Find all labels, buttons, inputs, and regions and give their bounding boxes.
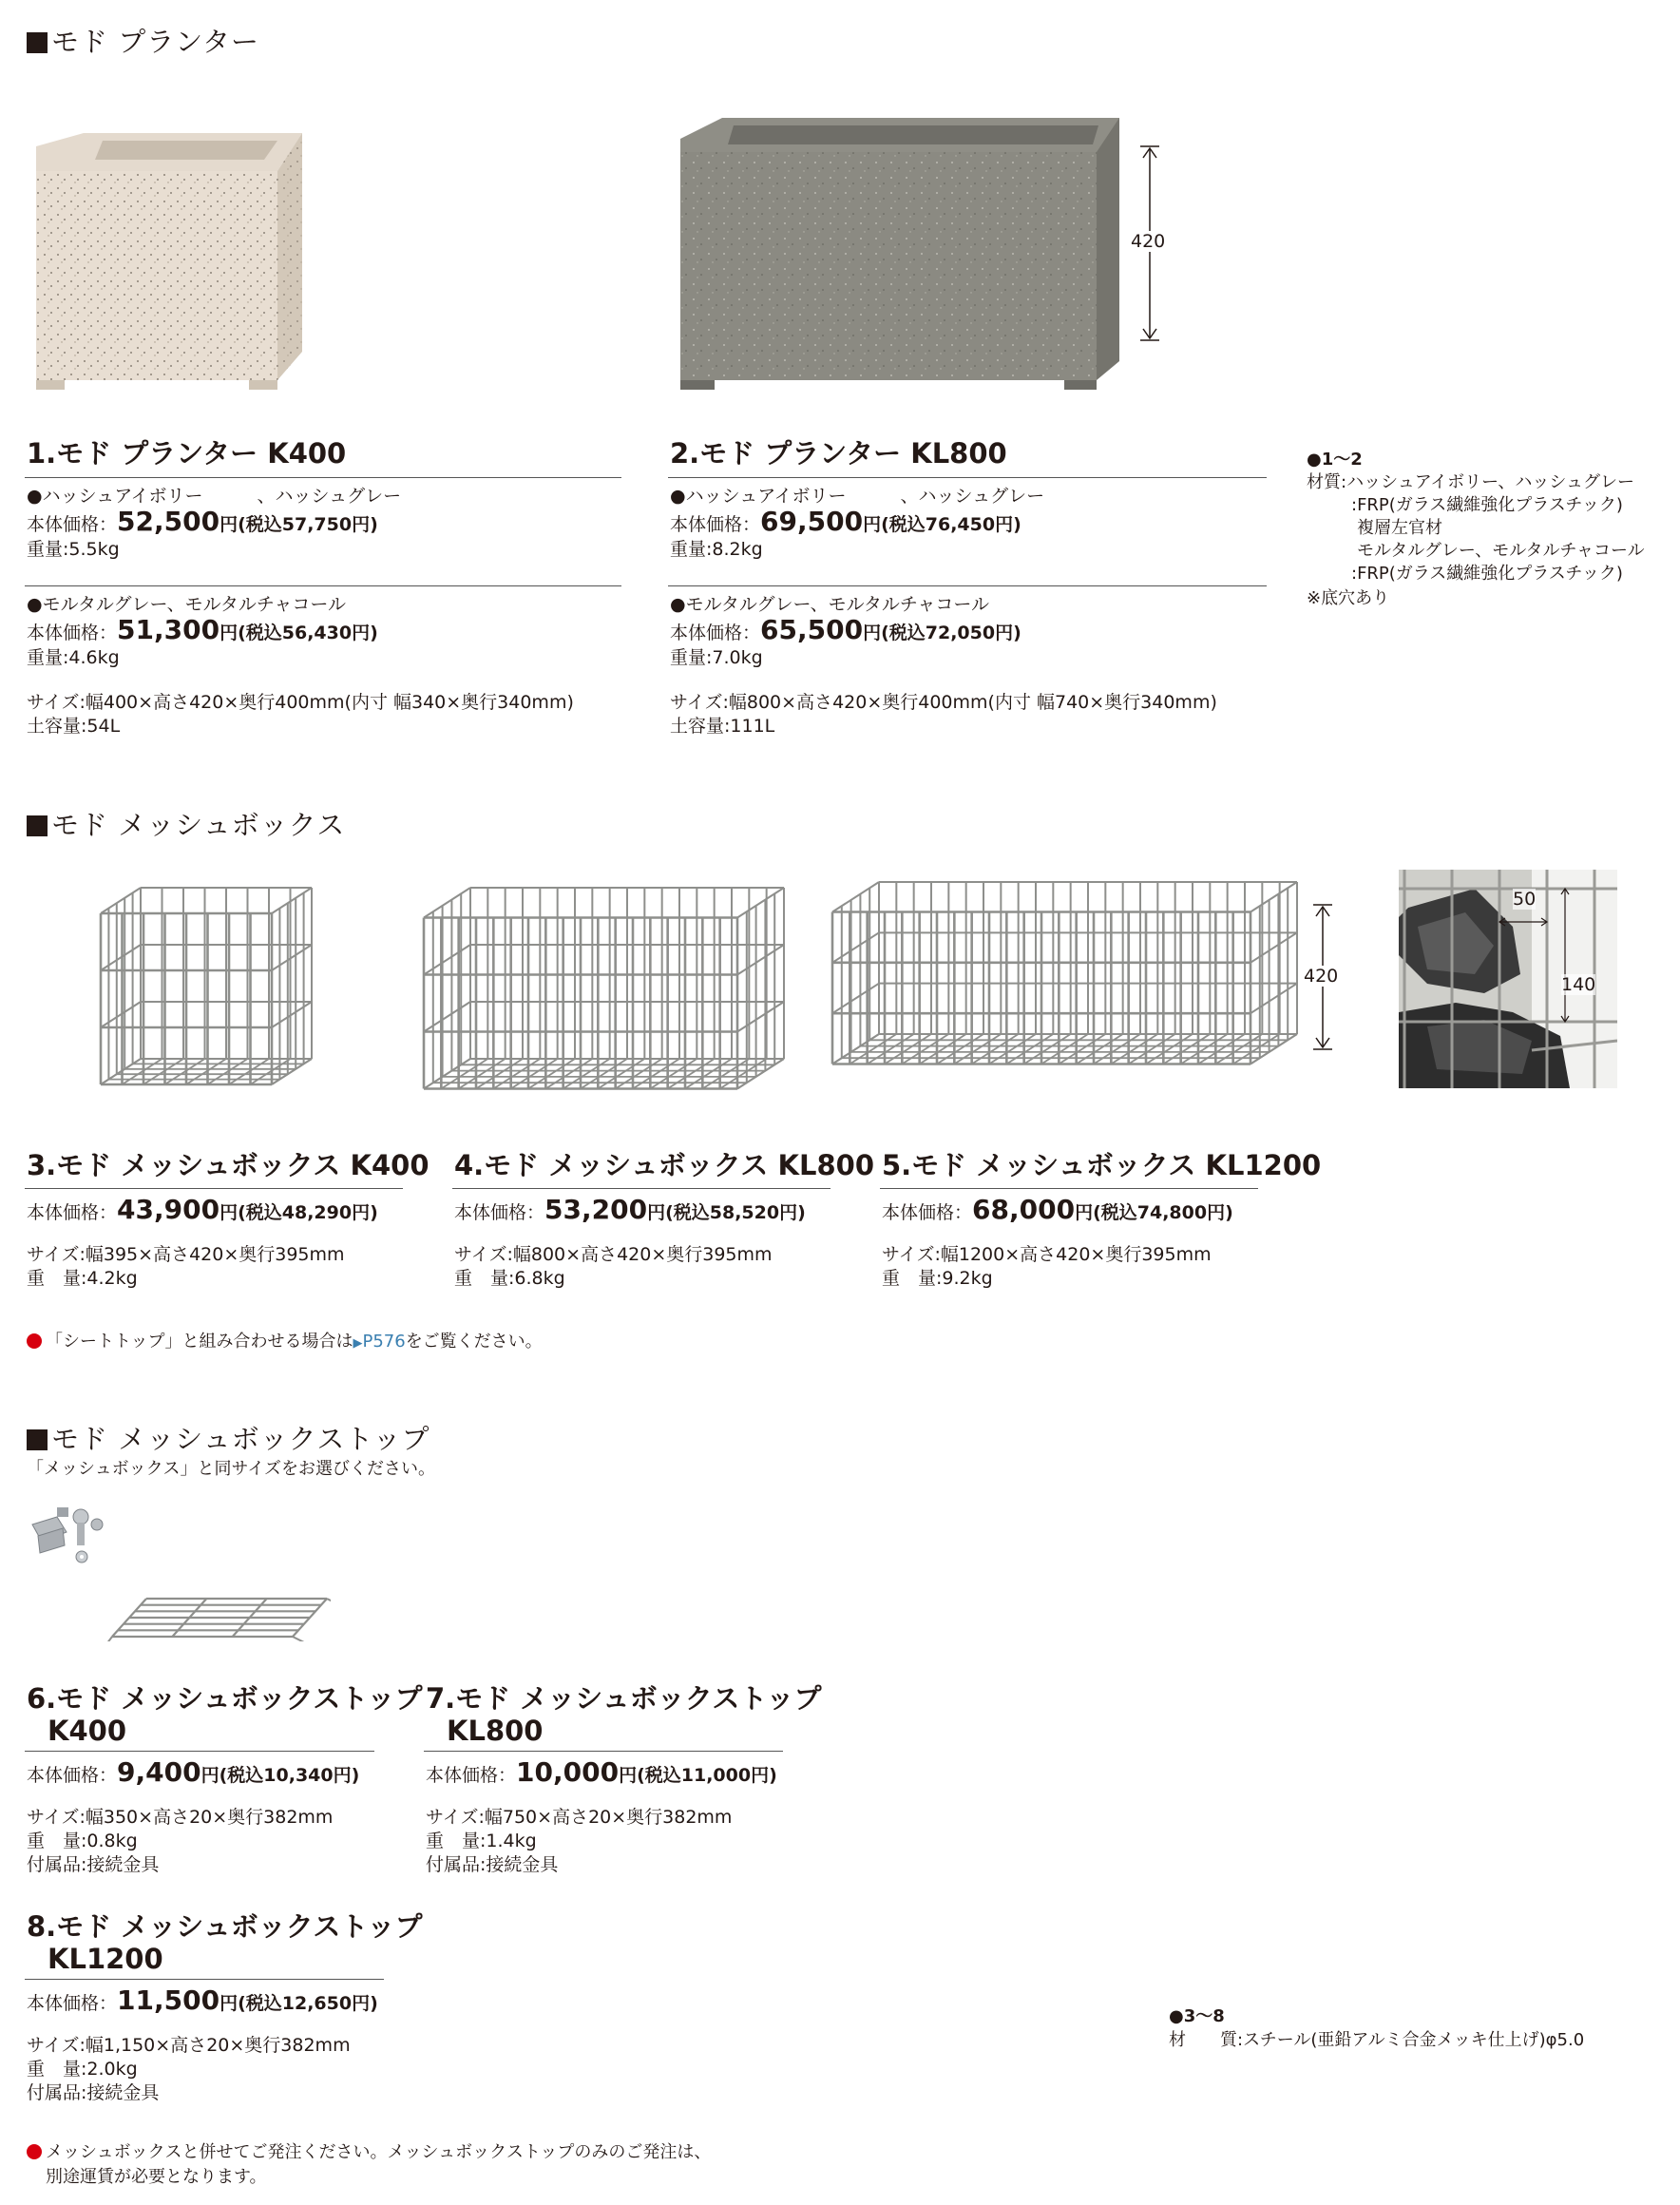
note-text: メッシュボックスと併せてご発注ください。メッシュボックストップのみのご発注は、 xyxy=(46,2142,712,2162)
price xyxy=(882,1194,1233,1225)
weight: 重 量:0.8kg xyxy=(27,1831,138,1851)
meshbox-k400-image xyxy=(95,882,334,1110)
weight: 重 量:2.0kg xyxy=(27,2059,138,2080)
price-tax: (税込76,450円) xyxy=(881,514,1021,535)
planter-kl800-dimension: 420 xyxy=(1131,231,1166,252)
title-line: 7.モド メッシュボックストップ xyxy=(426,1682,822,1715)
price-value: 52,500 xyxy=(117,506,220,537)
red-dot-icon xyxy=(27,2144,42,2159)
accessory: 付属品:接続金具 xyxy=(426,1854,559,1875)
divider xyxy=(25,1751,374,1752)
price-tax: (税込57,750円) xyxy=(238,514,378,535)
red-dot-icon xyxy=(27,1333,42,1349)
material-line: モルタルグレー、モルタルチャコール xyxy=(1357,541,1645,561)
section-title-text: モド メッシュボックストップ xyxy=(51,1423,430,1455)
material-line: 材質:ハッシュアイボリー、ハッシュグレー xyxy=(1307,472,1635,492)
meshbox-kl1200-image xyxy=(827,876,1302,1114)
accessory: 付属品:接続金具 xyxy=(27,2082,160,2103)
price xyxy=(27,1194,378,1225)
size: サイズ:幅800×高さ420×奥行400mm(内寸 幅740×奥行340mm) xyxy=(670,692,1217,713)
product-title-planter-k400: 1.モド プランター K400 xyxy=(27,437,347,470)
note-text: をご覧ください。 xyxy=(405,1332,543,1352)
price-unit: 円 xyxy=(619,1765,638,1786)
price-unit: 円 xyxy=(220,623,239,643)
divider xyxy=(668,585,1267,586)
color-variant: ●ハッシュアイボリー 、ハッシュグレー xyxy=(27,486,402,507)
product-title-meshbox-k400: 3.モド メッシュボックス K400 xyxy=(27,1149,430,1181)
price-label: 本体価格： xyxy=(426,1765,517,1786)
price-unit: 円 xyxy=(220,514,239,535)
meshbox-note xyxy=(27,1331,543,1355)
color-variant: ●モルタルグレー、モルタルチャコール xyxy=(27,594,346,615)
weight: 重 量:1.4kg xyxy=(426,1831,537,1851)
price-unit: 円 xyxy=(863,623,882,643)
price-label: 本体価格： xyxy=(27,1993,118,2014)
size: サイズ:幅395×高さ420×奥行395mm xyxy=(27,1244,345,1265)
title-line: KL800 xyxy=(447,1715,544,1747)
soil-capacity: 土容量:54L xyxy=(27,716,121,737)
size: サイズ:幅750×高さ20×奥行382mm xyxy=(426,1807,733,1828)
meshbox-kl1200-dimension: 420 xyxy=(1304,966,1339,987)
size: サイズ:幅1,150×高さ20×奥行382mm xyxy=(27,2035,351,2056)
title-line: 8.モド メッシュボックストップ xyxy=(27,1910,423,1943)
divider xyxy=(668,477,1267,478)
connector-hardware-image xyxy=(29,1504,114,1570)
product-title-meshtop-kl800 xyxy=(426,1682,822,1747)
price-value: 9,400 xyxy=(117,1756,201,1788)
price-unit: 円 xyxy=(863,514,882,535)
section-title-text: モド プランター xyxy=(51,26,260,58)
divider xyxy=(25,585,621,586)
price-label: 本体価格： xyxy=(882,1202,973,1223)
weight: 重量:5.5kg xyxy=(27,539,120,560)
mesh-material-heading: ●3〜8 xyxy=(1169,2006,1225,2026)
price-tax: (税込10,340円) xyxy=(219,1765,360,1786)
meshtop-subtitle: 「メッシュボックス」と同サイズをお選びください。 xyxy=(27,1459,436,1479)
mesh-detail-height: 140 xyxy=(1561,974,1596,995)
price-label: 本体価格： xyxy=(670,514,761,535)
title-line: KL1200 xyxy=(48,1943,163,1975)
price xyxy=(670,614,1021,645)
mesh-material-line: 材 質:スチール(亜鉛アルミ合金メッキ仕上げ)φ5.0 xyxy=(1169,2030,1585,2050)
size: サイズ:幅400×高さ420×奥行400mm(内寸 幅340×奥行340mm) xyxy=(27,692,574,713)
square-bullet-icon xyxy=(27,815,48,836)
price-label: 本体価格： xyxy=(27,514,118,535)
footer-note-line2: 別途運賃が必要となります。 xyxy=(46,2167,267,2187)
weight: 重 量:6.8kg xyxy=(454,1268,565,1289)
price-tax: (税込12,650円) xyxy=(238,1993,378,2014)
price xyxy=(27,506,378,537)
soil-capacity: 土容量:111L xyxy=(670,716,775,737)
product-title-meshtop-k400 xyxy=(27,1682,423,1747)
price xyxy=(27,614,378,645)
size: サイズ:幅800×高さ420×奥行395mm xyxy=(454,1244,773,1265)
price-tax: (税込56,430円) xyxy=(238,623,378,643)
material-line: 複層左官材 xyxy=(1357,518,1442,538)
price-label: 本体価格： xyxy=(27,623,118,643)
divider xyxy=(452,1188,830,1189)
section-title-planter xyxy=(27,21,259,60)
planter-kl800-image xyxy=(675,112,1121,393)
price-tax: (税込11,000円) xyxy=(637,1765,777,1786)
price-tax: (税込72,050円) xyxy=(881,623,1021,643)
weight: 重量:4.6kg xyxy=(27,647,120,668)
product-title-meshtop-kl1200 xyxy=(27,1910,423,1975)
price-value: 69,500 xyxy=(760,506,864,537)
arrow-right-icon: ▶ xyxy=(353,1336,363,1351)
price-value: 11,500 xyxy=(117,1984,220,2016)
section-title-meshtop xyxy=(27,1418,430,1457)
price-unit: 円 xyxy=(647,1202,666,1223)
section-title-text: モド メッシュボックス xyxy=(51,809,346,841)
accessory: 付属品:接続金具 xyxy=(27,1854,160,1875)
footer-note xyxy=(27,2141,711,2164)
price-value: 68,000 xyxy=(972,1194,1076,1225)
price xyxy=(27,1756,359,1788)
planter-k400-image xyxy=(29,131,304,393)
weight: 重 量:4.2kg xyxy=(27,1268,138,1289)
divider xyxy=(880,1188,1258,1189)
color-variant: ●モルタルグレー、モルタルチャコール xyxy=(670,594,989,615)
divider xyxy=(25,1979,384,1980)
divider xyxy=(25,477,621,478)
title-line: K400 xyxy=(48,1715,127,1747)
weight: 重 量:9.2kg xyxy=(882,1268,993,1289)
divider xyxy=(25,1188,403,1189)
weight: 重量:8.2kg xyxy=(670,539,763,560)
price-tax: (税込58,520円) xyxy=(665,1202,806,1223)
page-link[interactable]: P576 xyxy=(362,1332,406,1352)
meshtop-image xyxy=(103,1570,331,1641)
product-title-meshbox-kl1200: 5.モド メッシュボックス KL1200 xyxy=(882,1149,1322,1181)
price-unit: 円 xyxy=(220,1202,239,1223)
color-variant: ●ハッシュアイボリー 、ハッシュグレー xyxy=(670,486,1045,507)
price-value: 65,500 xyxy=(760,614,864,645)
price-tax: (税込74,800円) xyxy=(1093,1202,1233,1223)
material-line: :FRP(ガラス繊維強化プラスチック) xyxy=(1351,495,1623,515)
price-unit: 円 xyxy=(1075,1202,1094,1223)
price-label: 本体価格： xyxy=(27,1202,118,1223)
price xyxy=(27,1984,378,2016)
price-value: 51,300 xyxy=(117,614,220,645)
price-value: 10,000 xyxy=(516,1756,620,1788)
price-value: 53,200 xyxy=(544,1194,648,1225)
divider xyxy=(424,1751,783,1752)
size: サイズ:幅1200×高さ420×奥行395mm xyxy=(882,1244,1212,1265)
price-value: 43,900 xyxy=(117,1194,220,1225)
price-label: 本体価格： xyxy=(27,1765,118,1786)
weight: 重量:7.0kg xyxy=(670,647,763,668)
price-tax: (税込48,290円) xyxy=(238,1202,378,1223)
size: サイズ:幅350×高さ20×奥行382mm xyxy=(27,1807,334,1828)
material-heading: ●1〜2 xyxy=(1307,450,1363,470)
price xyxy=(426,1756,777,1788)
product-title-planter-kl800: 2.モド プランター KL800 xyxy=(670,437,1007,470)
price xyxy=(454,1194,806,1225)
title-line: 6.モド メッシュボックストップ xyxy=(27,1682,423,1715)
meshbox-kl800-image xyxy=(418,882,789,1125)
note-text: 「シートトップ」と組み合わせる場合は xyxy=(46,1332,353,1352)
price xyxy=(670,506,1021,537)
material-line: :FRP(ガラス繊維強化プラスチック) xyxy=(1351,564,1623,584)
price-unit: 円 xyxy=(220,1993,239,2014)
price-label: 本体価格： xyxy=(670,623,761,643)
square-bullet-icon xyxy=(27,1429,48,1450)
price-unit: 円 xyxy=(200,1765,220,1786)
product-title-meshbox-kl800: 4.モド メッシュボックス KL800 xyxy=(454,1149,875,1181)
mesh-detail-width: 50 xyxy=(1513,889,1537,910)
price-label: 本体価格： xyxy=(454,1202,545,1223)
square-bullet-icon xyxy=(27,32,48,53)
section-title-meshbox xyxy=(27,804,345,843)
material-line: ※底穴あり xyxy=(1307,588,1390,608)
